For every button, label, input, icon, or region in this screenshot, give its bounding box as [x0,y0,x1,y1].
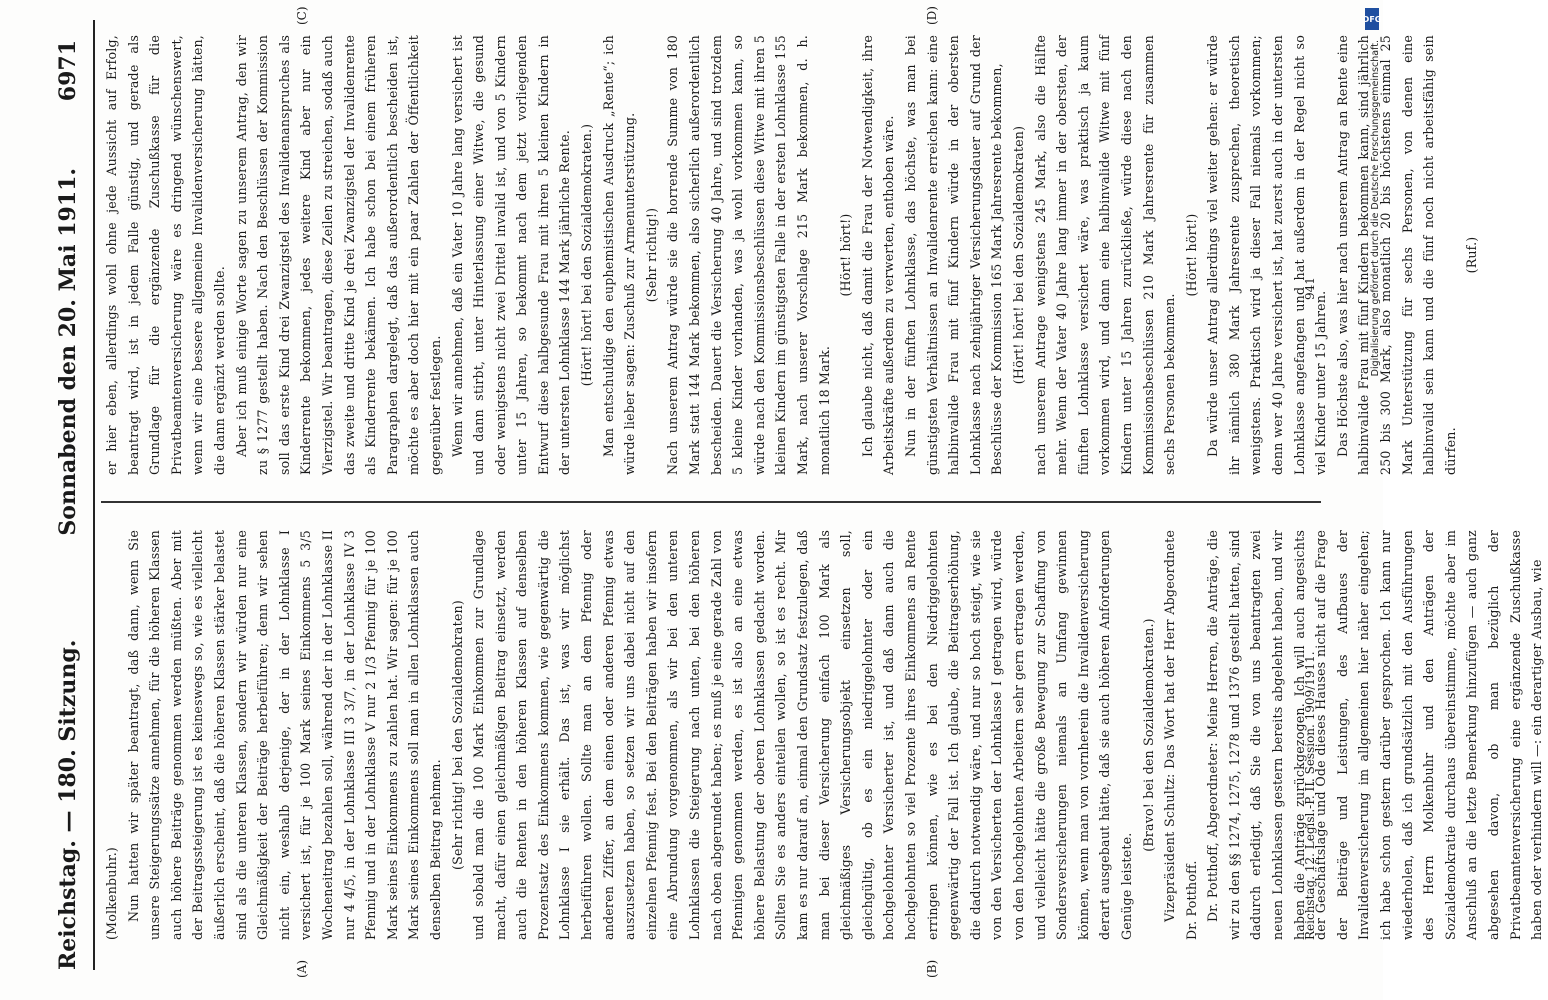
footer-session: Reichstag. 12. Legisl.-P. II. Session. 1909/1911. [1303,651,1317,940]
interjection: (Ruf.) [1464,236,1480,274]
header-middle: Sonnabend den 20. Mai 1911. [55,167,81,536]
paragraph: Nun in der fünften Lohnklasse, das höchste, was man bei günstigsten Verhältnissen an Invalidenrente erreichen kann: eine halbinvalide Frau mit fünf Kindern würde in der obersten Lohnklasse nach zehnjähriger Versicherungsdauer auf Grund der Beschlüsse der Kommission 165 Mark Jahresrente bekommen, [902,35,1005,475]
marker-d: (D) [925,6,939,25]
paragraph: Dr. Potthoff, Abgeordneter: Meine Herren, die Anträge, die wir zu den §§ 1274, 1275, 1278 und 1376 gestellt hatten, sind dadurch erledigt, daß Sie die von uns beantragten zwei neuen Lohnklassen gestern bereits abgelehnt haben, und wir haben die Anträge zurückgezogen. Ich will auch angesichts der Geschäftslage und Öde dieses Hauses nicht auf die Frage der Beiträge und Leistungen, des Aufbaues der Invalidenversicherung im allgemeinen hier näher eingehen; ich habe schon gestern darüber gesprochen. Ich kann nur wiederholen, daß ich grundsätzlich mit den Ausführungen des Herrn Molkenbuhr und den Anträgen der Sozialdemokratie durchaus übereinstimme, möchte aber im Anschluß an die letzte Bemerkung hinzufügen — auch ganz abgesehen davon, ob man bezüglich der Privatbeamtenversicherung eine ergänzende Zuschußkasse haben oder verhindern will —: ein derartiger Ausbau, wie [1205,530,1545,940]
paragraph: und sobald man die 100 Mark Einkommen zur Grundlage macht, dafür einen gleichmäßigen Beitrag einsetzt, werden auch die Renten in den höheren Klassen auf denselben Prozentsatz des Einkommens kommen, wie gegenwärtig die Lohnklasse I sie erhält. Das ist, was wir möglichst herbeiführen wollen. Sollte man an dem Pfennig oder anderen Ziffer, an dem einen oder anderen Pfennig etwas auszusetzen haben, so setzen wir uns dabei nicht auf den einzelnen Pfennig fest. Bei den Beiträgen haben wir insofern eine Abrundung vorgenommen, als wir bei den unteren Lohnklassen die Steigerung nach unten, bei den höheren nach oben abgerundet haben; es muß je eine gerade Zahl von Pfennigen genommen werden, es ist also an eine etwas höhere Belastung der oberen Lohnklassen gedacht worden. Sollten Sie es anders einteilen wollen, so ist es recht. Mir kam es nur darauf an, einmal den Grundsatz festzulegen, daß man bei dieser Versicherung einfach 100 Mark als gleichmäßiges Versicherungsobjekt einsetzen soll, gleichgültig, ob es ein niedriggelohnter oder ein hochgelohnter Versicherter ist, und daß dann auch die hochgelohnten so viel Prozente ihres Einkommens an Rente erringen können, wie es bei den Niedriggelohnten gegenwärtig der Fall ist. Ich glaube, die Beitragserhöhung, die dadurch notwendig wäre, und nur so hoch steigt, wie sie von den Versicherten der Lohnklasse I getragen wird, würde von den hochgelohnten Arbeitern sehr gern ertragen werden, und vielleicht hätte die große Bewegung zur Schaffung von Sondersversicherungen niemals an Umfang gewinnen können, wenn man von vornherein die Invalidenversicherung derart ausgebaut hätte, daß sie auch höheren Anforderungen Genüge leistete. [471,530,1134,940]
dfg-logo: DFG [1365,8,1379,30]
header-page-number: 6971 [55,39,81,102]
marker-c: (C) [295,6,309,25]
paragraph: Ich glaube nicht, daß damit die Frau der Notwendigkeit, ihre Arbeitskräfte außerdem zu verwerten, enthoben wäre. [859,35,897,475]
interjection: (Hört! hört!) [1183,213,1199,297]
digitization-sidebar [1363,0,1383,1000]
paragraph: nach unserem Antrage wenigstens 245 Mark, also die Hälfte mehr. Wenn der Vater 40 Jahre lang immer in der obersten, der fünften Lohnklasse versichert wäre, was praktisch ja kaum vorkommen wird, und dann eine halbinvalide Witwe mit fünf Kindern unter 15 Jahren zurückließe, würde diese nach den Kommissionsbeschlüssen 210 Mark Jahresrente für zusammen sechs Personen bekommen. [1032,35,1178,475]
running-head [45,40,91,970]
interjection: (Sehr richtig! bei den Sozialdemokraten) [449,600,465,870]
paragraph: Nach unserem Antrag würde sie die horrende Summe von 180 Mark statt 144 Mark bekommen, also sicherlich außerordentlich bescheiden. Dauert die Versicherung 40 Jahre, und sind trotzdem 5 kleine Kinder vorhanden, was ja wohl vorkommen kann, so würde nach den Kommissionsbeschlüssen diese Witwe mit ihren 5 kleinen Kindern im günstigsten Falle in der ersten Lohnklasse 155 Mark, nach unserer Vorschlage 215 Mark bekommen, d. h. monatlich 18 Mark. [665,35,832,475]
marker-a: (A) [295,959,309,978]
right-column [101,35,1483,475]
paragraph: er hier eben, allerdings wohl ohne jede Aussicht auf Erfolg, beantragt wird, ist in jedem Falle günstig, und gerade als Grundlage für die ergänzende Zuschußkasse für die Privatbeamtenversicherung wäre es dringend wünschenswert, wenn wir eine bessere allgemeine Invalidenversicherung hätten, die dann ergänzt werden sollte. [104,35,227,475]
footer-sheet-number: 941 [1303,277,1317,300]
paragraph: Wenn wir annehmen, daß ein Vater 10 Jahre lang versichert ist und dann stirbt, unter Hinterlassung einer Witwe, die gesund oder wenigstens nicht zwei Drittel invalid ist, und von 5 Kindern unter 15 Jahren, so bekommt nach dem jetzt vorliegenden Entwurf diese halbgesunde Frau mit ihren 5 kleinen Kindern in der untersten Lohnklasse 144 Mark jährliche Rente. [449,35,573,475]
interjection: (Hört! hört! bei den Sozialdemokraten.) [579,123,595,387]
paragraph: Vizepräsident Schultz: Das Wort hat der Herr Abgeordnete Dr. Potthoff. [1162,530,1199,940]
marker-b: (B) [925,959,939,978]
paragraph: Das Höchste also, was hier nach unserem Antrag an Rente eine halbinvalide Frau mit fünf Kindern bekommen kann, sind jährlich 250 bis 300 Mark, also monatlich 20 bis höchstens einmal 25 Mark Unterstützung für sechs Personen, von denen eine halbinvalid sein kann und die fünf noch nicht arbeitsfähig sein dürfen. [1334,35,1458,475]
speaker-tag: (Molkenbuhr.) [104,846,119,940]
paragraph: Nun hatten wir später beantragt, daß dann, wenn Sie unsere Steigerungssätze annehmen, für die höheren Klassen auch höhere Beiträge genommen werden müßten. Aber mit der Beitragssteigerung ist es keineswegs so, wie es vielleicht äußerlich erscheint, daß die höheren Klassen stärker belastet sind als die unteren Klassen, sondern wir würden nur eine Gleichmäßigkeit der Beiträge herbeiführen; denn wir sehen nicht ein, weshalb derjenige, der in der Lohnklasse I versichert ist, für je 100 Mark seines Einkommens 5 3/5 Wocheneitrag bezahlen soll, während der in der Lohnklasse II nur 4 4/5, in der Lohnklasse III 3 3/7, in der Lohnklasse IV 3 Pfennig und in der Lohnklasse V nur 2 1/3 Pfennig für je 100 Mark seines Einkommens zu zahlen hat. Wir sagen: für je 100 Mark seines Einkommens soll man in allen Lohnklassen auch denselben Beitrag nehmen. [125,530,443,940]
paragraph: Man entschuldige den euphemistischen Ausdruck „Rente“; ich würde lieber sagen: Zuschuß zur Armenunterstützung. [600,35,638,475]
column-divider [101,501,1321,503]
interjection: (Hört! hört!) [838,213,854,297]
header-rule [93,20,95,970]
interjection: (Bravo! bei den Sozialdemokraten.) [1140,618,1156,852]
header-left: Reichstag. — 180. Sitzung. [55,639,81,970]
paragraph: Da würde unser Antrag allerdings viel weiter gehen: er würde ihr nämlich 380 Mark Jahresrente zusprechen, theoretisch wenigstens. Praktisch wird ja dieser Fall niemals vorkommen; denn wer 40 Jahre versichert ist, hat zuerst auch in der untersten Lohnklasse angefangen und hat außerdem in der Regel nicht so viel Kinder unter 15 Jahren. [1205,35,1329,475]
interjection: (Sehr richtig!) [643,207,659,303]
interjection: (Hört! hört! bei den Sozialdemokraten) [1010,125,1026,385]
digitization-credit: Digitalisierung gefördert durch die Deutsche Forschungsgemeinschaft. [1370,40,1381,377]
left-column [101,530,1548,940]
paragraph: Aber ich muß einige Worte sagen zu unserem Antrag, den wir zu § 1277 gestellt haben. Nach den Beschlüssen der Kommission soll das erste Kind drei Zwanzigstel des Invalidenanspruches als Kinderrente bekommen, jedes weitere Kind aber nur ein Vierzigstel. Wir beantragen, diese Zeilen zu streichen, sodaß auch das zweite und dritte Kind je drei Zwanzigstel der Invalidenrente als Kinderrente bekämen. Ich habe schon bei einem früheren Paragraphen dargelegt, daß das außerordentlich bescheiden ist, möchte es aber doch hier mit ein paar Zahlen der Öffentlichkeit gegenüber festlegen. [233,35,443,475]
